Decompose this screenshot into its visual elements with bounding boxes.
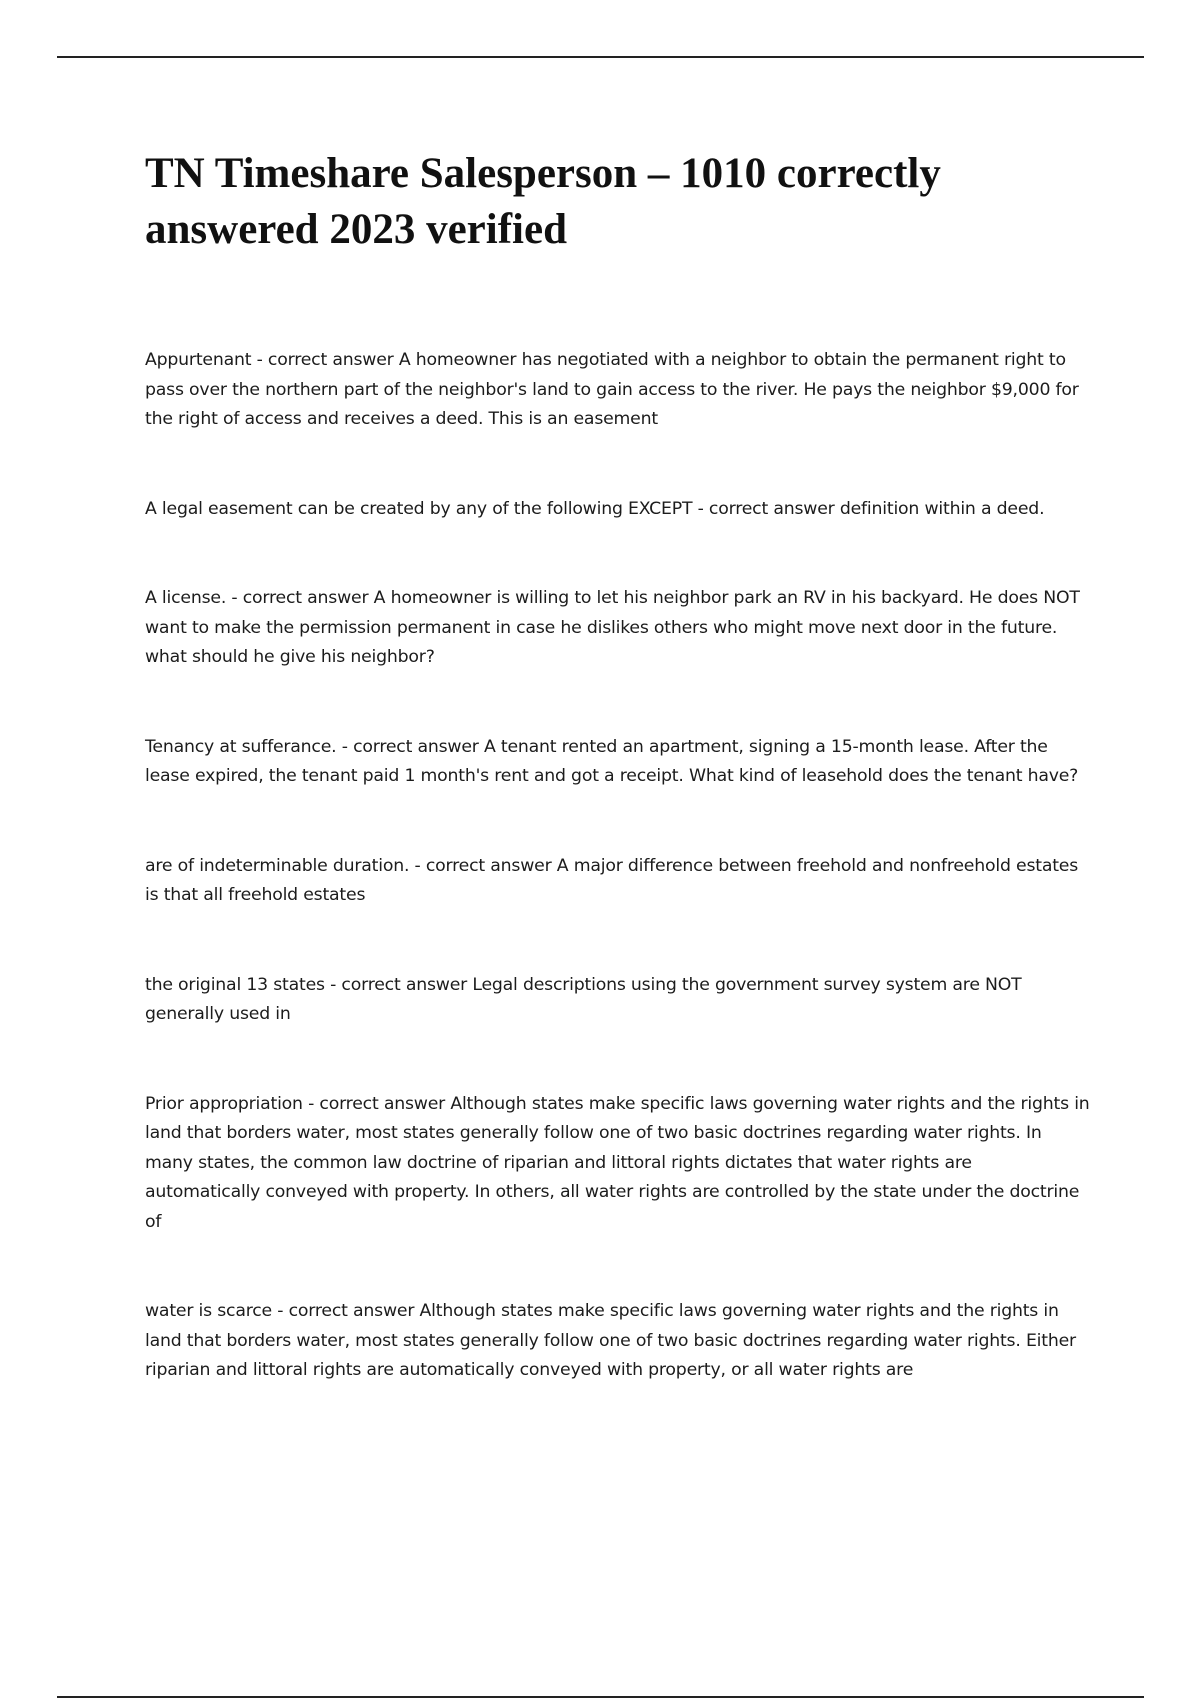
qa-entry-7: Prior appropriation - correct answer Although states make specific laws governing water rights and the rights in land that borders water, most states generally follow one of two basic doctrines regarding water rights. In many states, the common law doctrine of riparian and littoral rights dictates that water rights are automatically conveyed with property. In others, all water rights are controlled by the state under the doctrine of: [145, 1093, 1090, 1232]
qa-entry-4: Tenancy at sufferance. - correct answer A tenant rented an apartment, signing a 15-month lease. After the lease expired, the tenant paid 1 month's rent and got a receipt. What kind of leasehold does the tenant have?: [145, 736, 1079, 786]
qa-entry-3: A license. - correct answer A homeowner is willing to let his neighbor park an RV in his backyard. He does NOT want to make the permission permanent in case he dislikes others who might move next door in the future. what should he give his neighbor?: [145, 588, 1080, 667]
qa-entry-6: the original 13 states - correct answer Legal descriptions using the government survey system are NOT generally used in: [145, 974, 1022, 1024]
qa-entry-2: A legal easement can be created by any of the following EXCEPT - correct answer definition within a deed.: [145, 498, 1045, 519]
qa-entry-1: Appurtenant - correct answer A homeowner has negotiated with a neighbor to obtain the permanent right to pass over the northern part of the neighbor's land to gain access to the river. He pays the neighbor $9,000 for the right of access and receives a deed. This is an easement: [145, 350, 1079, 429]
qa-entry-5: are of indeterminable duration. - correct answer A major difference between freehold and nonfreehold estates is that all freehold estates: [145, 855, 1079, 905]
top-divider: [57, 56, 1144, 58]
qa-list: [145, 346, 1090, 1446]
qa-entry-8: water is scarce - correct answer Although states make specific laws governing water rights and the rights in land that borders water, most states generally follow one of two basic doctrines regarding water rights. Either riparian and littoral rights are automatically conveyed with property, or all water rights are: [145, 1301, 1076, 1380]
bottom-divider: [57, 1696, 1144, 1698]
page-title: TN Timeshare Salesperson – 1010 correctly answered 2023 verified: [145, 150, 941, 253]
